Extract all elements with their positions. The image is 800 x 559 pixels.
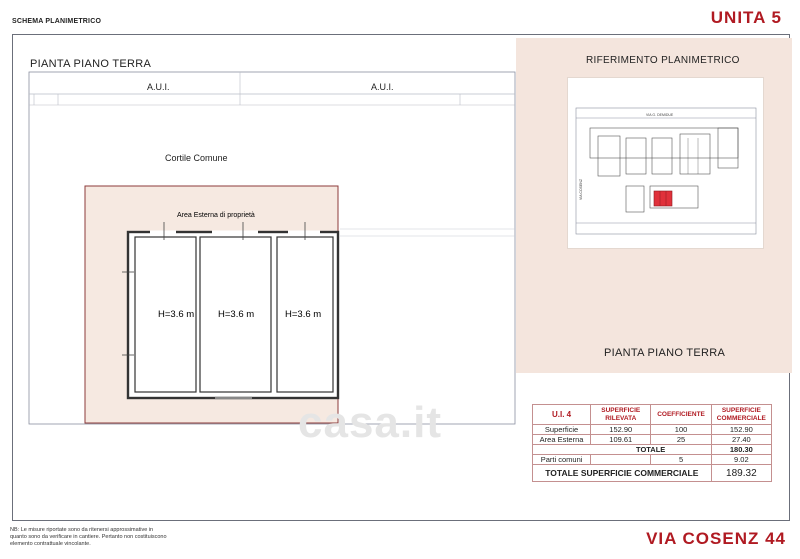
total-value: 180.30 <box>711 445 771 455</box>
table-total-row <box>533 445 772 455</box>
table-header-commercial: SUPERFICIE COMMERCIALE <box>711 405 771 425</box>
plan-title: PIANTA PIANO TERRA <box>30 58 152 70</box>
row-commercial: 27.40 <box>711 435 771 445</box>
watermark: casa.it <box>298 398 442 447</box>
highlighted-unit <box>654 191 672 206</box>
table-row <box>533 425 772 435</box>
outdoor-area-label: Area Esterna di proprietà <box>177 212 255 219</box>
site-map <box>567 77 764 249</box>
courtyard-label: Cortile Comune <box>165 153 228 163</box>
table-common-row <box>533 455 772 465</box>
unit-title: UNITA 5 <box>710 8 782 27</box>
site-side-street-label: VIA COSENZ <box>579 178 583 200</box>
row-label: Area Esterna <box>533 435 591 445</box>
site-street-label: VIA G. DEMIDUE <box>646 113 674 117</box>
common-label: Parti comuni <box>533 455 591 465</box>
common-coefficient: 5 <box>651 455 711 465</box>
aui-right-label: A.U.I. <box>371 82 394 92</box>
reference-plan-label: PIANTA PIANO TERRA <box>604 347 726 359</box>
table-header-unit: U.I. 4 <box>533 405 591 425</box>
row-surveyed: 109.61 <box>591 435 651 445</box>
grand-total-label: TOTALE SUPERFICIE COMMERCIALE <box>533 465 712 482</box>
aui-left-label: A.U.I. <box>147 82 170 92</box>
row-coefficient: 25 <box>651 435 711 445</box>
room-3-height: H=3.6 m <box>285 309 322 320</box>
common-value: 9.02 <box>711 455 771 465</box>
row-commercial: 152.90 <box>711 425 771 435</box>
table-header-surveyed: SUPERFICIE RILEVATA <box>591 405 651 425</box>
site-map-drawing <box>568 78 765 250</box>
disclaimer-note: NB: Le misure riportate sono da ritenersi approssimative in quanto sono da verificare in cantiere. Pertanto non costituiscono elemento contrattuale vincolante. <box>10 527 167 547</box>
total-label: TOTALE <box>591 445 712 455</box>
room-2-height: H=3.6 m <box>218 309 255 320</box>
address-title: VIA COSENZ 44 <box>646 529 786 548</box>
grand-total-value: 189.32 <box>711 465 771 482</box>
row-label: Superficie <box>533 425 591 435</box>
surface-table <box>532 404 772 482</box>
table-header-coefficient: COEFFICIENTE <box>651 405 711 425</box>
table-row <box>533 435 772 445</box>
grand-total-row <box>533 465 772 482</box>
row-coefficient: 100 <box>651 425 711 435</box>
room-1-height: H=3.6 m <box>158 309 195 320</box>
row-surveyed: 152.90 <box>591 425 651 435</box>
schema-label: SCHEMA PLANIMETRICO <box>12 18 102 25</box>
reference-title: RIFERIMENTO PLANIMETRICO <box>586 55 740 66</box>
